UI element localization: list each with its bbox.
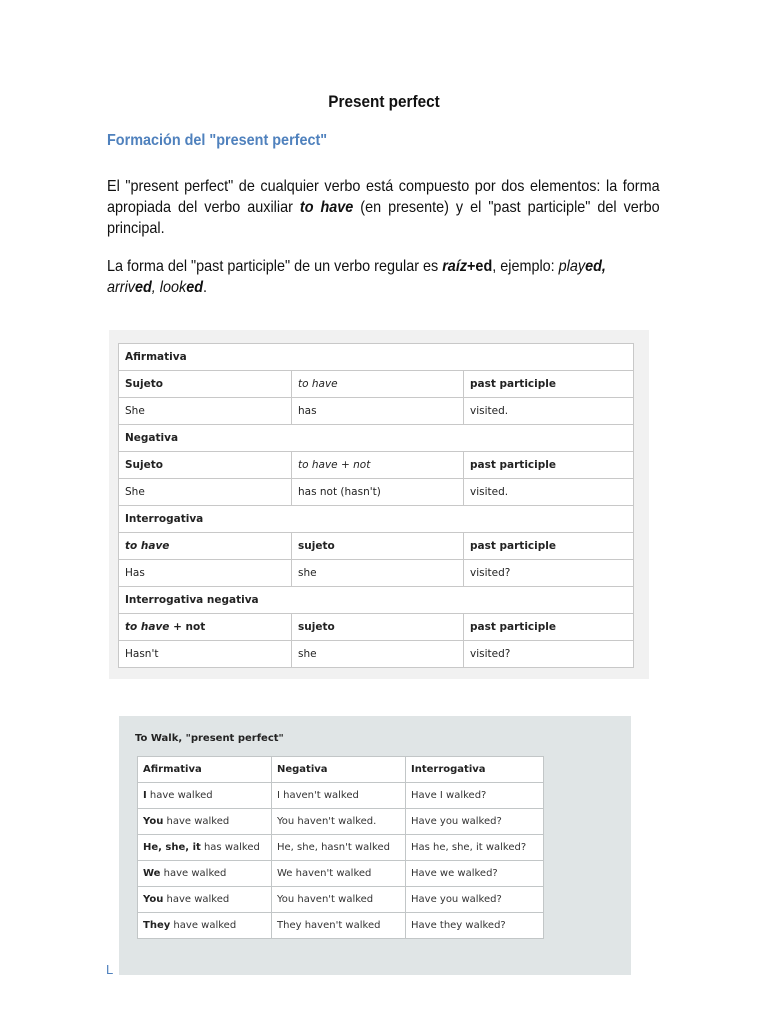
table-row bbox=[138, 809, 544, 835]
to-walk-table bbox=[137, 756, 544, 939]
verb-phrase: has walked bbox=[200, 842, 260, 853]
table-row bbox=[119, 641, 634, 668]
verb-phrase: have walked bbox=[146, 790, 213, 801]
cell-header: sujeto bbox=[292, 614, 464, 641]
cell-afirmativa bbox=[138, 783, 272, 809]
p1-text-a: El "present perfect" de cualquier verbo está compuesto por dos elementos: la forma apropiada del verbo auxiliar bbox=[107, 178, 660, 216]
section-heading-negativa: Negativa bbox=[119, 425, 634, 452]
p2-period: . bbox=[203, 279, 208, 296]
cell-interrogativa: Have you walked? bbox=[406, 887, 544, 913]
paragraph-past-participle bbox=[107, 256, 660, 298]
p1-to-have: to have bbox=[299, 199, 354, 216]
p2-raiz: raíz bbox=[442, 258, 468, 275]
table-row bbox=[138, 861, 544, 887]
table-header-row bbox=[138, 757, 544, 783]
to-walk-table-image bbox=[114, 711, 644, 985]
cell-header-part: to have bbox=[125, 621, 170, 633]
cell: She bbox=[119, 479, 292, 506]
cell-header: sujeto bbox=[292, 533, 464, 560]
table-row bbox=[119, 533, 634, 560]
table-row bbox=[138, 887, 544, 913]
table-row bbox=[119, 371, 634, 398]
section-heading-interrogativa-negativa: Interrogativa negativa bbox=[119, 587, 634, 614]
stray-character: L bbox=[106, 962, 114, 977]
cell-interrogativa: Have they walked? bbox=[406, 913, 544, 939]
column-header: Afirmativa bbox=[138, 757, 272, 783]
cell-interrogativa: Have you walked? bbox=[406, 809, 544, 835]
cell: she bbox=[292, 560, 464, 587]
subject: You bbox=[143, 894, 164, 905]
subject: You bbox=[143, 816, 164, 827]
column-header: Interrogativa bbox=[406, 757, 544, 783]
section-heading: Formación del "present perfect" bbox=[107, 132, 328, 149]
cell: has bbox=[292, 398, 464, 425]
table-row bbox=[119, 452, 634, 479]
page-title: Present perfect bbox=[328, 92, 440, 111]
section-heading-afirmativa: Afirmativa bbox=[119, 344, 634, 371]
p2-text-a: La forma del "past participle" de un verbo regular es bbox=[107, 258, 443, 275]
cell-header: past participle bbox=[464, 371, 634, 398]
table-row bbox=[138, 913, 544, 939]
cell-negativa: I haven't walked bbox=[272, 783, 406, 809]
cell: She bbox=[119, 398, 292, 425]
cell: visited. bbox=[464, 398, 634, 425]
table-row bbox=[138, 783, 544, 809]
cell-afirmativa bbox=[138, 887, 272, 913]
section-row bbox=[119, 506, 634, 533]
subject: We bbox=[143, 868, 161, 879]
p2-ed-3: ed bbox=[186, 279, 204, 296]
cell-afirmativa bbox=[138, 809, 272, 835]
p2-ed-2: ed bbox=[134, 279, 152, 296]
p1-text-c: (en presente) y el "past participle" del verbo principal. bbox=[107, 199, 660, 237]
p2-text-d: , ejemplo: bbox=[492, 258, 559, 275]
cell: she bbox=[292, 641, 464, 668]
p2-play: play bbox=[558, 258, 586, 275]
table-row bbox=[119, 560, 634, 587]
conjugation-table bbox=[118, 343, 634, 668]
cell: Hasn't bbox=[119, 641, 292, 668]
cell-afirmativa bbox=[138, 913, 272, 939]
table-row bbox=[119, 398, 634, 425]
cell: has not (hasn't) bbox=[292, 479, 464, 506]
subject: I bbox=[143, 790, 147, 801]
cell-header: to have bbox=[119, 533, 292, 560]
cell-header: past participle bbox=[464, 614, 634, 641]
cell-header: Sujeto bbox=[119, 371, 292, 398]
cell-header: to have bbox=[292, 371, 464, 398]
cell-negativa: He, she, hasn't walked bbox=[272, 835, 406, 861]
section-row bbox=[119, 587, 634, 614]
verb-phrase: have walked bbox=[170, 920, 237, 931]
cell-header: Sujeto bbox=[119, 452, 292, 479]
section-heading-interrogativa: Interrogativa bbox=[119, 506, 634, 533]
cell-header: past participle bbox=[464, 452, 634, 479]
cell-negativa: You haven't walked. bbox=[272, 809, 406, 835]
cell-afirmativa bbox=[138, 861, 272, 887]
subject: He, she, it bbox=[143, 842, 201, 853]
cell-negativa: We haven't walked bbox=[272, 861, 406, 887]
cell-header: to have + not bbox=[292, 452, 464, 479]
to-walk-panel bbox=[119, 716, 631, 975]
table-row bbox=[119, 479, 634, 506]
table-row bbox=[119, 614, 634, 641]
cell-negativa: You haven't walked bbox=[272, 887, 406, 913]
verb-phrase: have walked bbox=[160, 868, 227, 879]
p2-ed-1: ed, bbox=[585, 258, 606, 275]
p2-plus-ed: +ed bbox=[467, 258, 493, 275]
cell-interrogativa: Have I walked? bbox=[406, 783, 544, 809]
cell-afirmativa bbox=[138, 835, 272, 861]
to-walk-table-body bbox=[138, 783, 544, 939]
cell-header-part: + not bbox=[169, 621, 206, 633]
cell-header bbox=[119, 614, 292, 641]
verb-phrase: have walked bbox=[163, 816, 230, 827]
column-header: Negativa bbox=[272, 757, 406, 783]
section-row bbox=[119, 344, 634, 371]
cell: Has bbox=[119, 560, 292, 587]
cell: visited? bbox=[464, 641, 634, 668]
subject: They bbox=[143, 920, 171, 931]
cell-interrogativa: Have we walked? bbox=[406, 861, 544, 887]
cell-negativa: They haven't walked bbox=[272, 913, 406, 939]
cell: visited? bbox=[464, 560, 634, 587]
cell-interrogativa: Has he, she, it walked? bbox=[406, 835, 544, 861]
table-row bbox=[138, 835, 544, 861]
table-caption: To Walk, "present perfect" bbox=[135, 733, 284, 744]
section-row bbox=[119, 425, 634, 452]
p2-arriv: arriv bbox=[107, 279, 135, 296]
cell: visited. bbox=[464, 479, 634, 506]
conjugation-table-image bbox=[109, 330, 649, 679]
verb-phrase: have walked bbox=[163, 894, 230, 905]
cell-header: past participle bbox=[464, 533, 634, 560]
p2-look: , look bbox=[151, 279, 187, 296]
paragraph-formation bbox=[107, 176, 660, 239]
